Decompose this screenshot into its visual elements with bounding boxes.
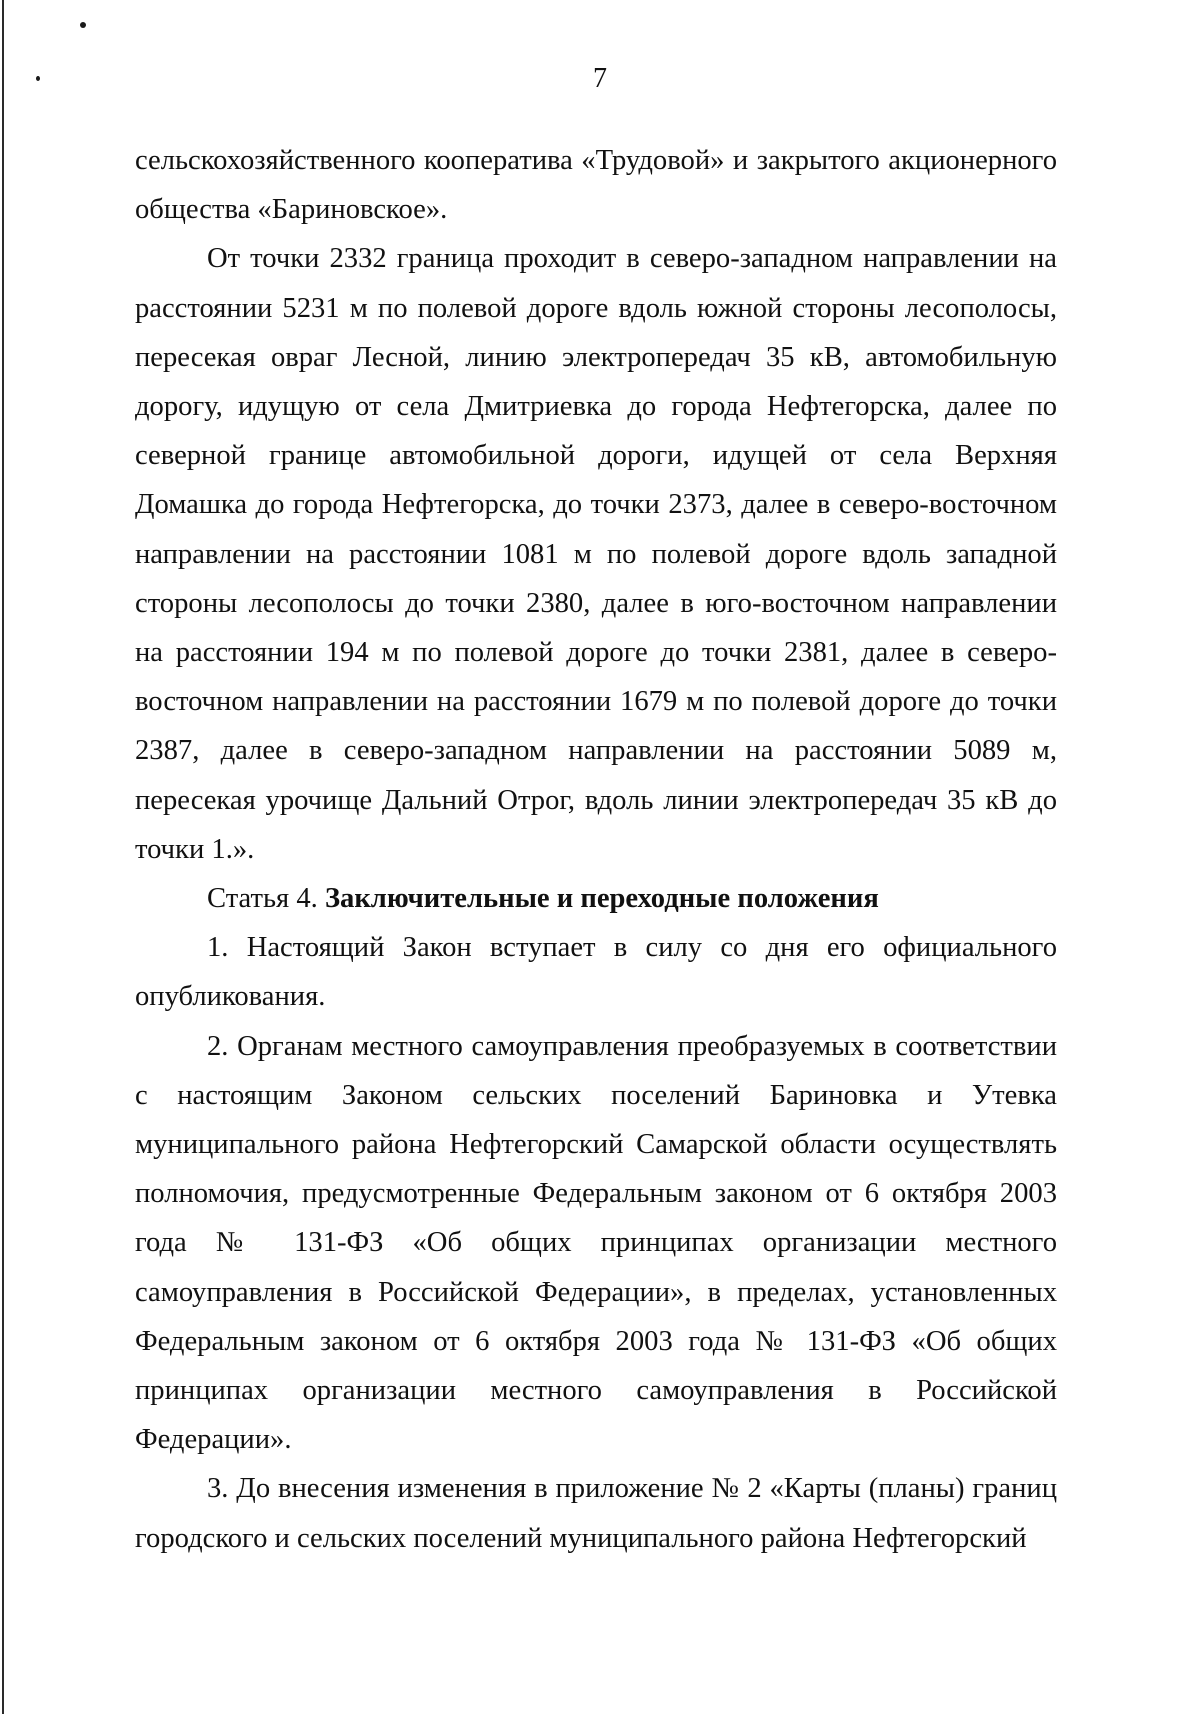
- scan-speck: [80, 22, 86, 28]
- article-item-1: 1. Настоящий Закон вступает в силу со дня его официального опубликования.: [135, 932, 1057, 1013]
- paragraph-boundary-description: От точки 2332 граница проходит в северо-западном направлении на расстоянии 5231 м по полевой дороге вдоль южной стороны лесополосы, пересекая овраг Лесной, линию электропередач 35 кВ, автомобильную дорогу, идущую от села Дмитриевка до города Нефтегорска, далее по северной границе автомобильной дороги, идущей от села Верхняя Домашка до города Нефтегорска, до точки 2373, далее в северо-восточном направлении на расстоянии 1081 м по полевой дороге вдоль западной стороны лесополосы до точки 2380, далее в юго-восточном направлении на расстоянии 194 м по полевой дороге до точки 2381, далее в северо-восточном направлении на расстоянии 1679 м по полевой дороге до точки 2387, далее в северо-западном направлении на расстоянии 5089 м, пересекая урочище Дальний Отрог, вдоль линии электропередач 35 кВ до точки 1.».: [135, 243, 1057, 865]
- article-title: Заключительные и переходные положения: [324, 883, 879, 915]
- article-label: Статья 4.: [207, 883, 318, 915]
- paragraph-continuation: сельскохозяйственного кооператива «Трудовой» и закрытого акционерного общества «Бариновское».: [135, 145, 1057, 226]
- page-number: 7: [593, 63, 607, 94]
- article-heading: [135, 874, 1057, 923]
- document-body: [135, 136, 1057, 1563]
- article-item-3: 3. До внесения изменения в приложение № 2 «Карты (планы) границ городского и сельских поселений муниципального района Нефтегорский: [135, 1473, 1057, 1554]
- scan-edge: [2, 0, 4, 1714]
- article-item-2: 2. Органам местного самоуправления преобразуемых в соответствии с настоящим Законом сельских поселений Бариновка и Утевка муниципального района Нефтегорский Самарской области осуществлять полномочия, предусмотренные Федеральным законом от 6 октября 2003 года № 131-ФЗ «Об общих принципах организации местного самоуправления в Российской Федерации», в пределах, установленных Федеральным законом от 6 октября 2003 года № 131-ФЗ «Об общих принципах организации местного самоуправления в Российской Федерации».: [135, 1030, 1057, 1456]
